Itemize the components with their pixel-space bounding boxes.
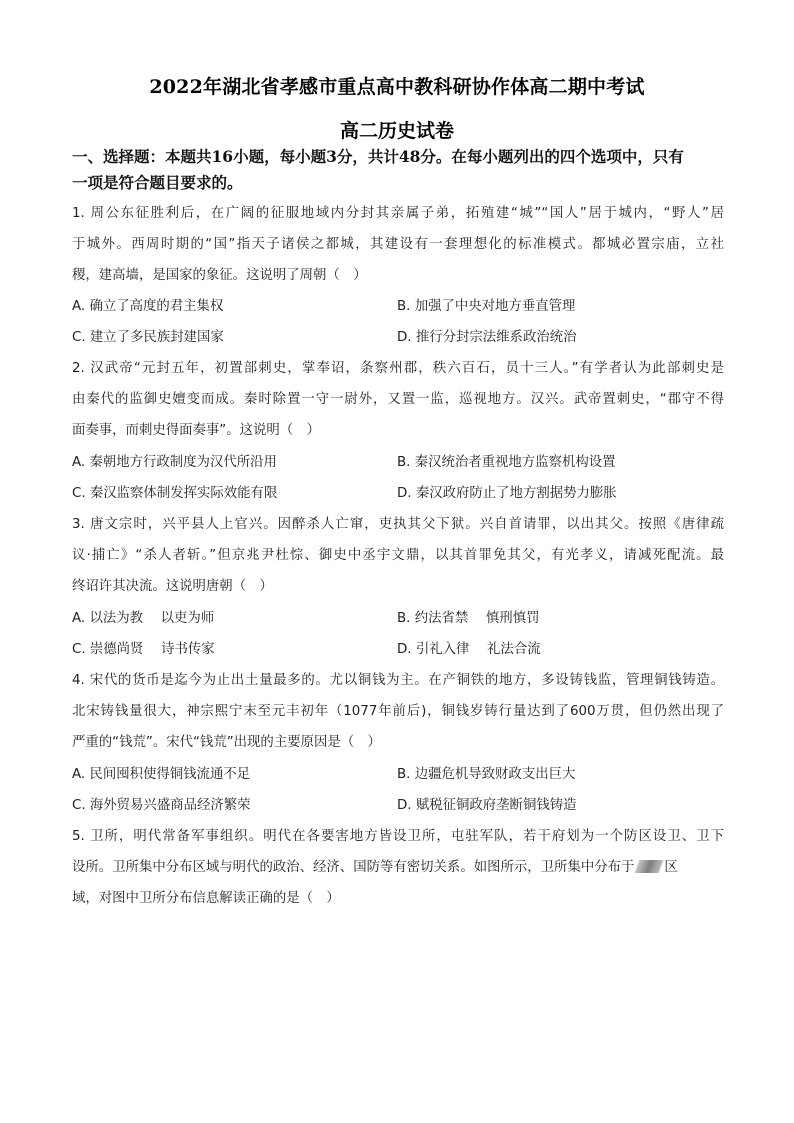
question-2-option-c: C. 秦汉监察体制发挥实际效能有限 — [72, 486, 278, 501]
question-1-line-3: 稷，建高墙，是国家的象征。这说明了周朝（ ） — [72, 268, 367, 283]
question-2-line-1: 2. 汉武帝“元封五年，初置部刺史，掌奉诏，条察州郡，秩六百石，员十三人。”有学者认为此部刺史是 — [72, 361, 724, 376]
question-4-line-2: 北宋铸钱量很大，神宗熙宁末至元丰初年（1077年前后)，铜钱岁铸行量达到了600万贯，但仍然出现了 — [72, 704, 724, 719]
question-5-line-2 — [72, 856, 724, 875]
shaded-area-legend-icon — [635, 860, 664, 873]
question-3-option-b: B. 约法省禁 慎刑慎罚 — [397, 611, 540, 626]
question-3-option-c: C. 崇德尚贤 诗书传家 — [72, 642, 215, 657]
question-1-option-c: C. 建立了多民族封建国家 — [72, 330, 224, 345]
paper-subtitle: 高二历史试卷 — [339, 120, 454, 142]
question-3-line-3: 终诏许其决流。这说明唐朝（ ） — [72, 579, 273, 594]
exam-title: 2022年湖北省孝感市重点高中教科研协作体高二期中考试 — [149, 76, 645, 98]
question-4-line-3: 严重的“钱荒”。宋代“钱荒”出现的主要原因是（ ） — [72, 735, 381, 750]
question-1-line-1: 1. 周公东征胜利后，在广阔的征服地域内分封其亲属子弟，拓殖建“城”“国人”居于城内，“野人”居 — [72, 206, 724, 221]
question-2-line-2: 由秦代的监御史嬗变而成。秦时除置一守一尉外，又置一监，巡视地方。汉兴。武帝置刺史，“郡守不得 — [72, 392, 724, 407]
question-2-option-b: B. 秦汉统治者重视地方监察机构设置 — [397, 455, 616, 470]
question-2-option-a: A. 秦朝地方行政制度为汉代所沿用 — [72, 455, 277, 470]
section-instruction-line-1: 一、选择题：本题共16小题，每小题3分，共计48分。在每小题列出的四个选项中，只有 — [72, 147, 684, 166]
question-5-line-2-tail: 区 — [664, 860, 678, 875]
question-3-option-a: A. 以法为教 以吏为师 — [72, 611, 215, 626]
question-1-option-d: D. 推行分封宗法维系政治统治 — [397, 330, 577, 345]
question-4-line-1: 4. 宋代的货币是迄今为止出土量最多的。尤以铜钱为主。在产铜铁的地方，多设铸钱监，管理铜钱铸造。 — [72, 673, 724, 688]
question-3-option-d: D. 引礼入律 礼法合流 — [397, 642, 541, 657]
question-4-option-d: D. 赋税征铜政府垄断铜钱铸造 — [397, 798, 577, 813]
question-1-option-b: B. 加强了中央对地方垂直管理 — [397, 299, 576, 314]
question-4-option-a: A. 民间囤积使得铜钱流通不足 — [72, 767, 251, 782]
question-2-line-3: 面奏事，而刺史得面奏事”。这说明（ ） — [72, 423, 320, 438]
question-1-option-a: A. 确立了高度的君主集权 — [72, 299, 224, 314]
section-instruction-line-2: 一项是符合题目要求的。 — [72, 173, 243, 192]
question-3-line-2: 议·捕亡》“杀人者斩。”但京兆尹杜悰、御史中丞宇文鼎，以其首罪免其父，有光孝义，请减死配流。最 — [72, 548, 724, 563]
question-3-line-1: 3. 唐文宗时，兴平县人上官兴。因醉杀人亡窜，吏执其父下狱。兴自首请罪，以出其父。按照《唐律疏 — [72, 517, 724, 532]
question-5-line-3: 域，对图中卫所分布信息解读正确的是（ ） — [72, 891, 340, 906]
question-1-line-2: 于城外。西周时期的“国”指天子诸侯之都城，其建设有一套理想化的标准模式。都城必置宗庙，立社 — [72, 237, 724, 252]
question-5-line-2-text: 设所。卫所集中分布区域与明代的政治、经济、国防等有密切关系。如图所示，卫所集中分布于 — [72, 860, 635, 875]
question-4-option-b: B. 边疆危机导致财政支出巨大 — [397, 767, 576, 782]
question-2-option-d: D. 秦汉政府防止了地方割据势力膨胀 — [397, 486, 617, 501]
question-5-line-1: 5. 卫所，明代常备军事组织。明代在各要害地方皆设卫所，屯驻军队，若干府划为一个防区设卫、卫下 — [72, 829, 724, 844]
question-4-option-c: C. 海外贸易兴盛商品经济繁荣 — [72, 798, 251, 813]
